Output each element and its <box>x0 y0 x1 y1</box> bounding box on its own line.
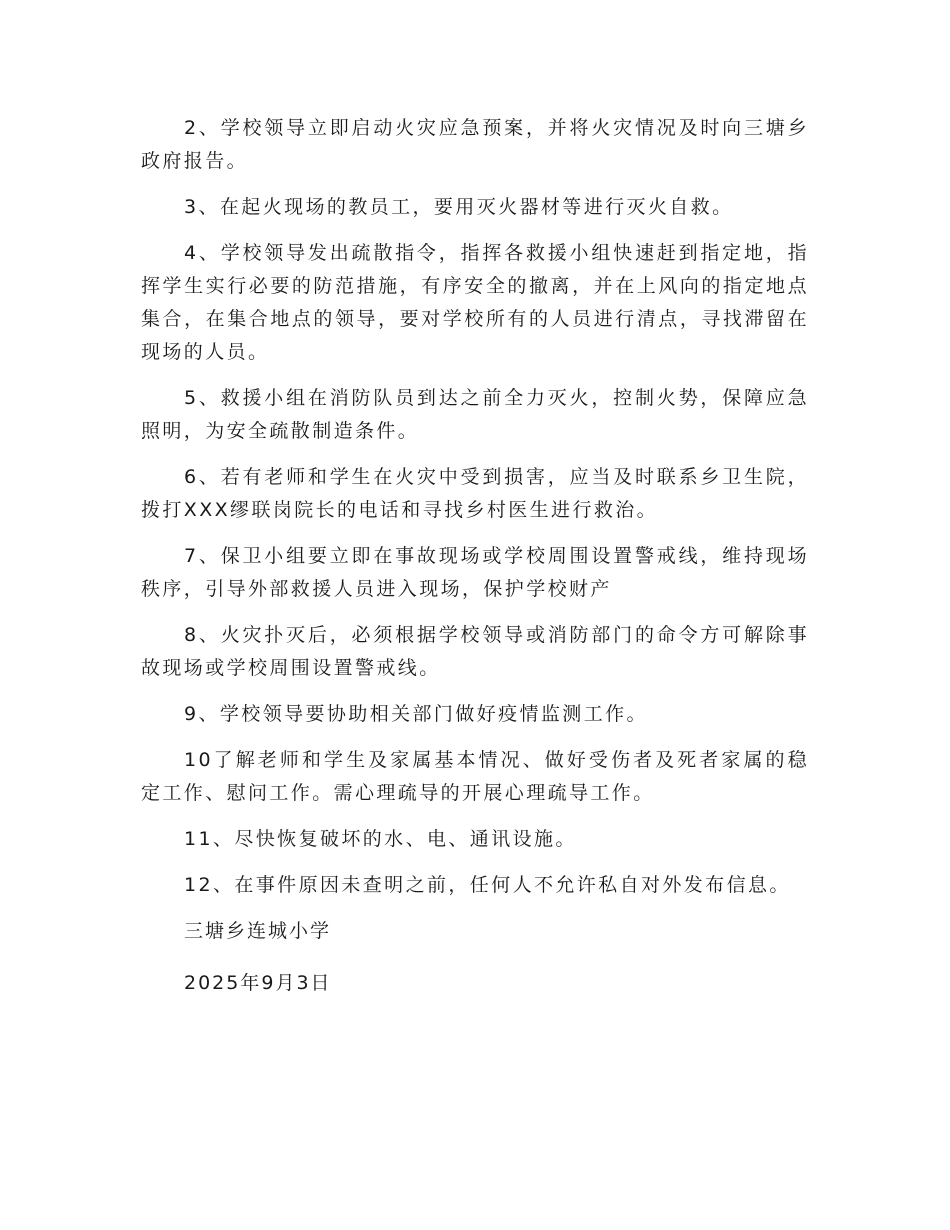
document-body <box>141 112 809 1019</box>
paragraph-item-8: 8、火灾扑灭后，必须根据学校领导或消防部门的命令方可解除事故现场或学校周围设置警戒线。 <box>141 624 809 679</box>
paragraph-item-4: 4、学校领导发出疏散指令，指挥各救援小组快速赶到指定地，指挥学生实行必要的防范措施，有序安全的撤离，并在上风向的指定地点集合，在集合地点的领导，要对学校所有的人员进行清点，寻找滞留在现场的人员。 <box>141 242 809 363</box>
paragraph-item-10: 10了解老师和学生及家属基本情况、做好受伤者及死者家属的稳定工作、慰问工作。需心理疏导的开展心理疏导工作。 <box>141 749 809 804</box>
paragraph-item-7: 7、保卫小组要立即在事故现场或学校周围设置警戒线，维持现场秩序，引导外部救援人员进入现场，保护学校财产 <box>141 545 809 600</box>
paragraph-item-6: 6、若有老师和学生在火灾中受到损害，应当及时联系乡卫生院，拨打XXX缪联岗院长的电话和寻找乡村医生进行救治。 <box>141 466 809 521</box>
paragraph-item-2: 2、学校领导立即启动火灾应急预案，并将火灾情况及时向三塘乡政府报告。 <box>141 117 809 172</box>
signature-organization: 三塘乡连城小学 <box>184 920 332 942</box>
paragraph-item-3: 3、在起火现场的教员工，要用灭火器材等进行灭火自救。 <box>184 196 734 218</box>
paragraph-item-11: 11、尽快恢复破坏的水、电、通讯设施。 <box>184 828 577 850</box>
paragraph-item-9: 9、学校领导要协助相关部门做好疫情监测工作。 <box>184 703 648 725</box>
signature-date: 2025年9月3日 <box>184 972 332 994</box>
paragraph-item-12: 12、在事件原因未查明之前，任何人不允许私自对外发布信息。 <box>184 874 791 896</box>
paragraph-item-5: 5、救援小组在消防队员到达之前全力灭火，控制火势，保障应急照明，为安全疏散制造条件。 <box>141 387 809 442</box>
